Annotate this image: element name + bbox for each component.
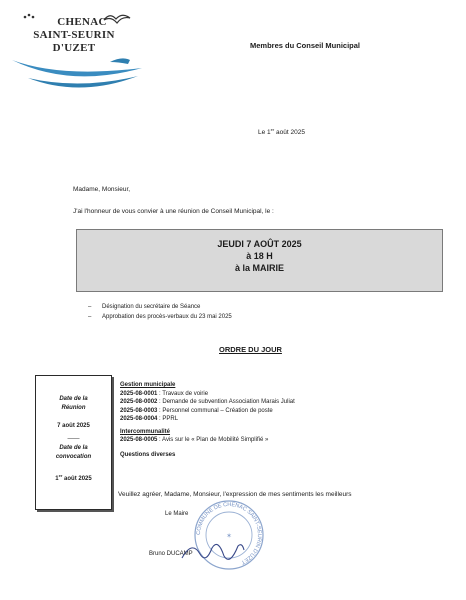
meeting-info-box — [76, 229, 443, 292]
stamp-text: COMMUNE DE CHENAC SAINT-SEURIN D'UZET — [195, 501, 263, 566]
list-item: – Approbation des procès-verbaux du 23 mai 2025 — [88, 312, 232, 322]
meeting-time: à 18 H — [246, 251, 273, 261]
dates-sidebox — [35, 375, 112, 510]
signature-scribble — [178, 536, 248, 568]
agenda-body — [120, 381, 460, 459]
agenda-item-text: : Avis sur le « Plan de Mobilité Simplifié » — [157, 437, 269, 443]
list-item: – Désignation du secrétaire de Séance — [88, 302, 232, 312]
agenda-item-text: : Travaux de voirie — [157, 390, 209, 397]
agenda-section-heading: Intercommunalité — [120, 428, 171, 435]
meeting-date-label-2: Réunion — [61, 405, 86, 411]
logo-waves-icon — [10, 52, 150, 94]
convocation-sup: er — [58, 473, 63, 478]
logo — [10, 10, 150, 95]
meeting-date: JEUDI 7 AOÛT 2025 — [217, 239, 302, 249]
agenda-item-text: : Demande de subvention Association Marais Juliat — [157, 399, 295, 405]
convocation-day: 1 — [55, 476, 59, 482]
letter-date-day: Le 1 — [258, 129, 271, 137]
logo-line-1: CHENAC — [57, 16, 107, 28]
convocation-date-label-2: convocation — [55, 454, 92, 460]
agenda-section-heading: Gestion municipale — [120, 382, 176, 388]
agenda-item-number: 2025-08-0001 — [120, 390, 158, 397]
signer-title: Le Maire — [165, 511, 189, 517]
signer-name: Bruno DUCAMP — [149, 551, 193, 557]
agenda-item-number: 2025-08-0003 — [120, 407, 158, 414]
closing-formula: Veuillez agréer, Madame, Monsieur, l'expression de mes sentiments les meilleurs — [118, 491, 352, 498]
logo-line-2: SAINT-SEURIN — [33, 29, 115, 41]
convocation-date-value — [36, 471, 111, 484]
svg-text:✶: ✶ — [226, 532, 232, 540]
intro-sentence: J'ai l'honneur de vous convier à une réunion de Conseil Municipal, le : — [73, 208, 274, 215]
convocation-date-label-1: Date de la — [59, 445, 88, 451]
meeting-date-value: 7 août 2025 — [57, 423, 90, 429]
letter-date-month: août 2025 — [274, 129, 305, 137]
agenda-item-number: 2025-08-0004 — [120, 416, 158, 422]
agenda-item-text: : Personnel communal – Création de poste — [157, 407, 273, 414]
convocation-month: août 2025 — [62, 476, 92, 482]
logo-line-3: D'UZET — [52, 42, 96, 54]
agenda-item — [120, 398, 460, 407]
agenda-item — [120, 390, 460, 399]
agenda-item-text: : PPRL — [157, 416, 179, 422]
letter-date — [258, 127, 305, 136]
agenda-item — [120, 407, 460, 416]
document-recipients-title: Membres du Conseil Municipal — [250, 41, 361, 50]
letter-date-sup: er — [270, 127, 275, 132]
agenda-item — [120, 436, 460, 445]
meeting-date-label-1: Date de la — [59, 396, 88, 402]
agenda-diverse-questions: Questions diverses — [120, 451, 176, 458]
salutation: Madame, Monsieur, — [73, 186, 131, 193]
agenda-item-number: 2025-08-0002 — [120, 399, 158, 405]
sidebox-separator: —— — [67, 436, 80, 442]
agenda-item — [120, 415, 460, 424]
preliminary-list — [88, 302, 232, 322]
agenda-title: ORDRE DU JOUR — [219, 345, 282, 354]
agenda-item-number: 2025-08-0005 — [120, 437, 158, 443]
meeting-place: à la MAIRIE — [234, 263, 284, 273]
